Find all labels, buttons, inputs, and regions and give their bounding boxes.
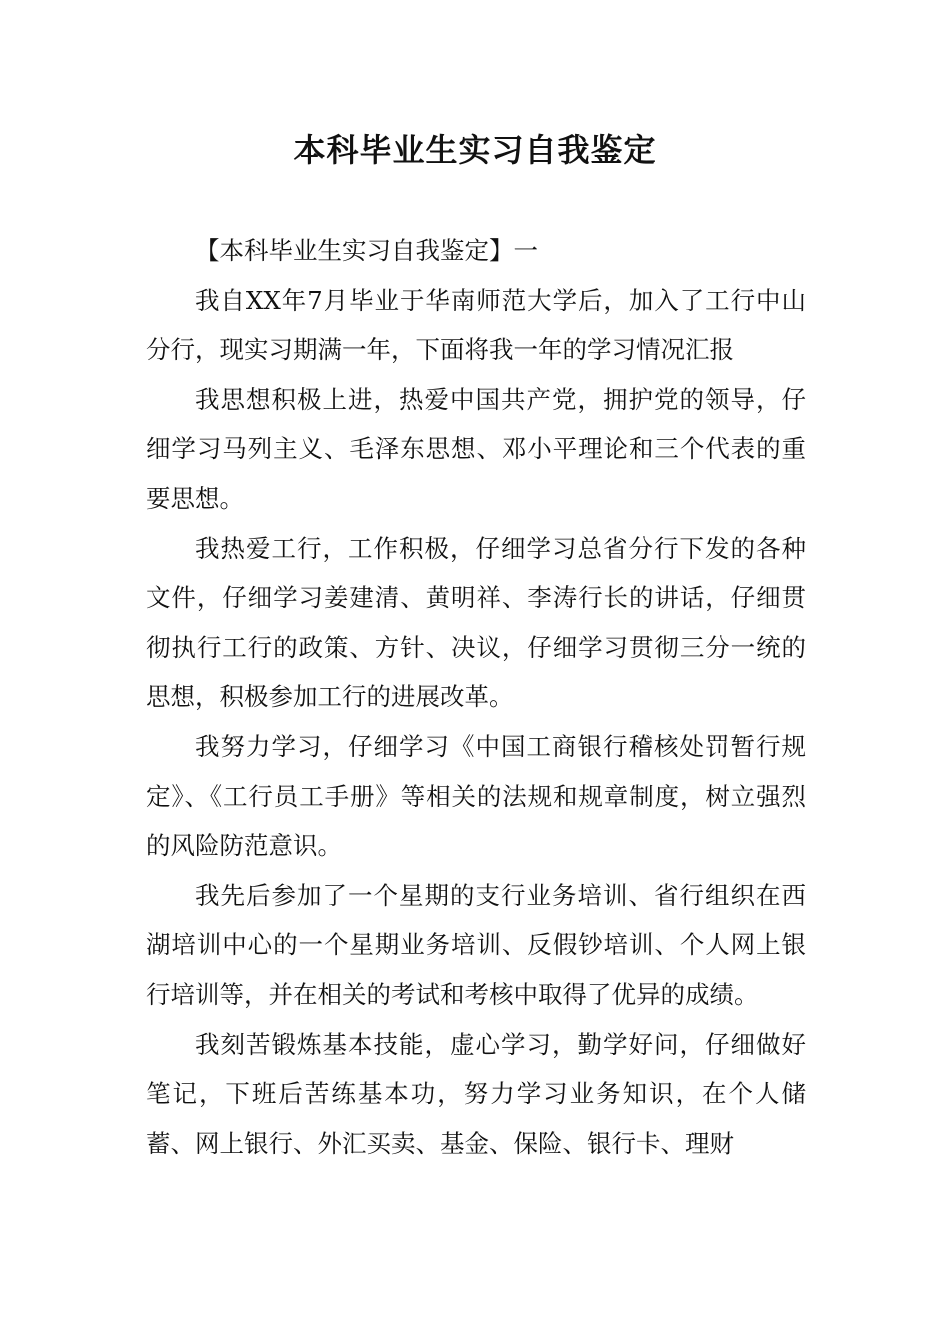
document-body xyxy=(146,226,806,1168)
paragraph-6: 我先后参加了一个星期的支行业务培训、省行组织在西湖培训中心的一个星期业务培训、反假钞培训、个人网上银行培训等，并在相关的考试和考核中取得了优异的成绩。 xyxy=(146,880,806,1009)
paragraph-1: 【本科毕业生实习自我鉴定】一 xyxy=(195,236,538,265)
document-title: 本科毕业生实习自我鉴定 xyxy=(293,131,657,169)
paragraph-7: 我刻苦锻炼基本技能，虚心学习，勤学好问，仔细做好笔记，下班后苦练基本功，努力学习业务知识，在个人储蓄、网上银行、外汇买卖、基金、保险、银行卡、理财 xyxy=(146,1029,806,1158)
paragraph-3: 我思想积极上进，热爱中国共产党，拥护党的领导，仔细学习马列主义、毛泽东思想、邓小平理论和三个代表的重要思想。 xyxy=(146,384,806,513)
paragraph-5: 我努力学习，仔细学习《中国工商银行稽核处罚暂行规定》、《工行员工手册》等相关的法规和规章制度，树立强烈的风险防范意识。 xyxy=(146,731,806,861)
paragraph-4: 我热爱工行，工作积极，仔细学习总省分行下发的各种文件，仔细学习姜建清、黄明祥、李涛行长的讲话，仔细贯彻执行工行的政策、方针、决议，仔细学习贯彻三分一统的思想，积极参加工行的进展改革。 xyxy=(146,533,806,712)
paragraph-2: 我自XX年7月毕业于华南师范大学后，加入了工行中山分行，现实习期满一年，下面将我一年的学习情况汇报 xyxy=(146,285,806,365)
